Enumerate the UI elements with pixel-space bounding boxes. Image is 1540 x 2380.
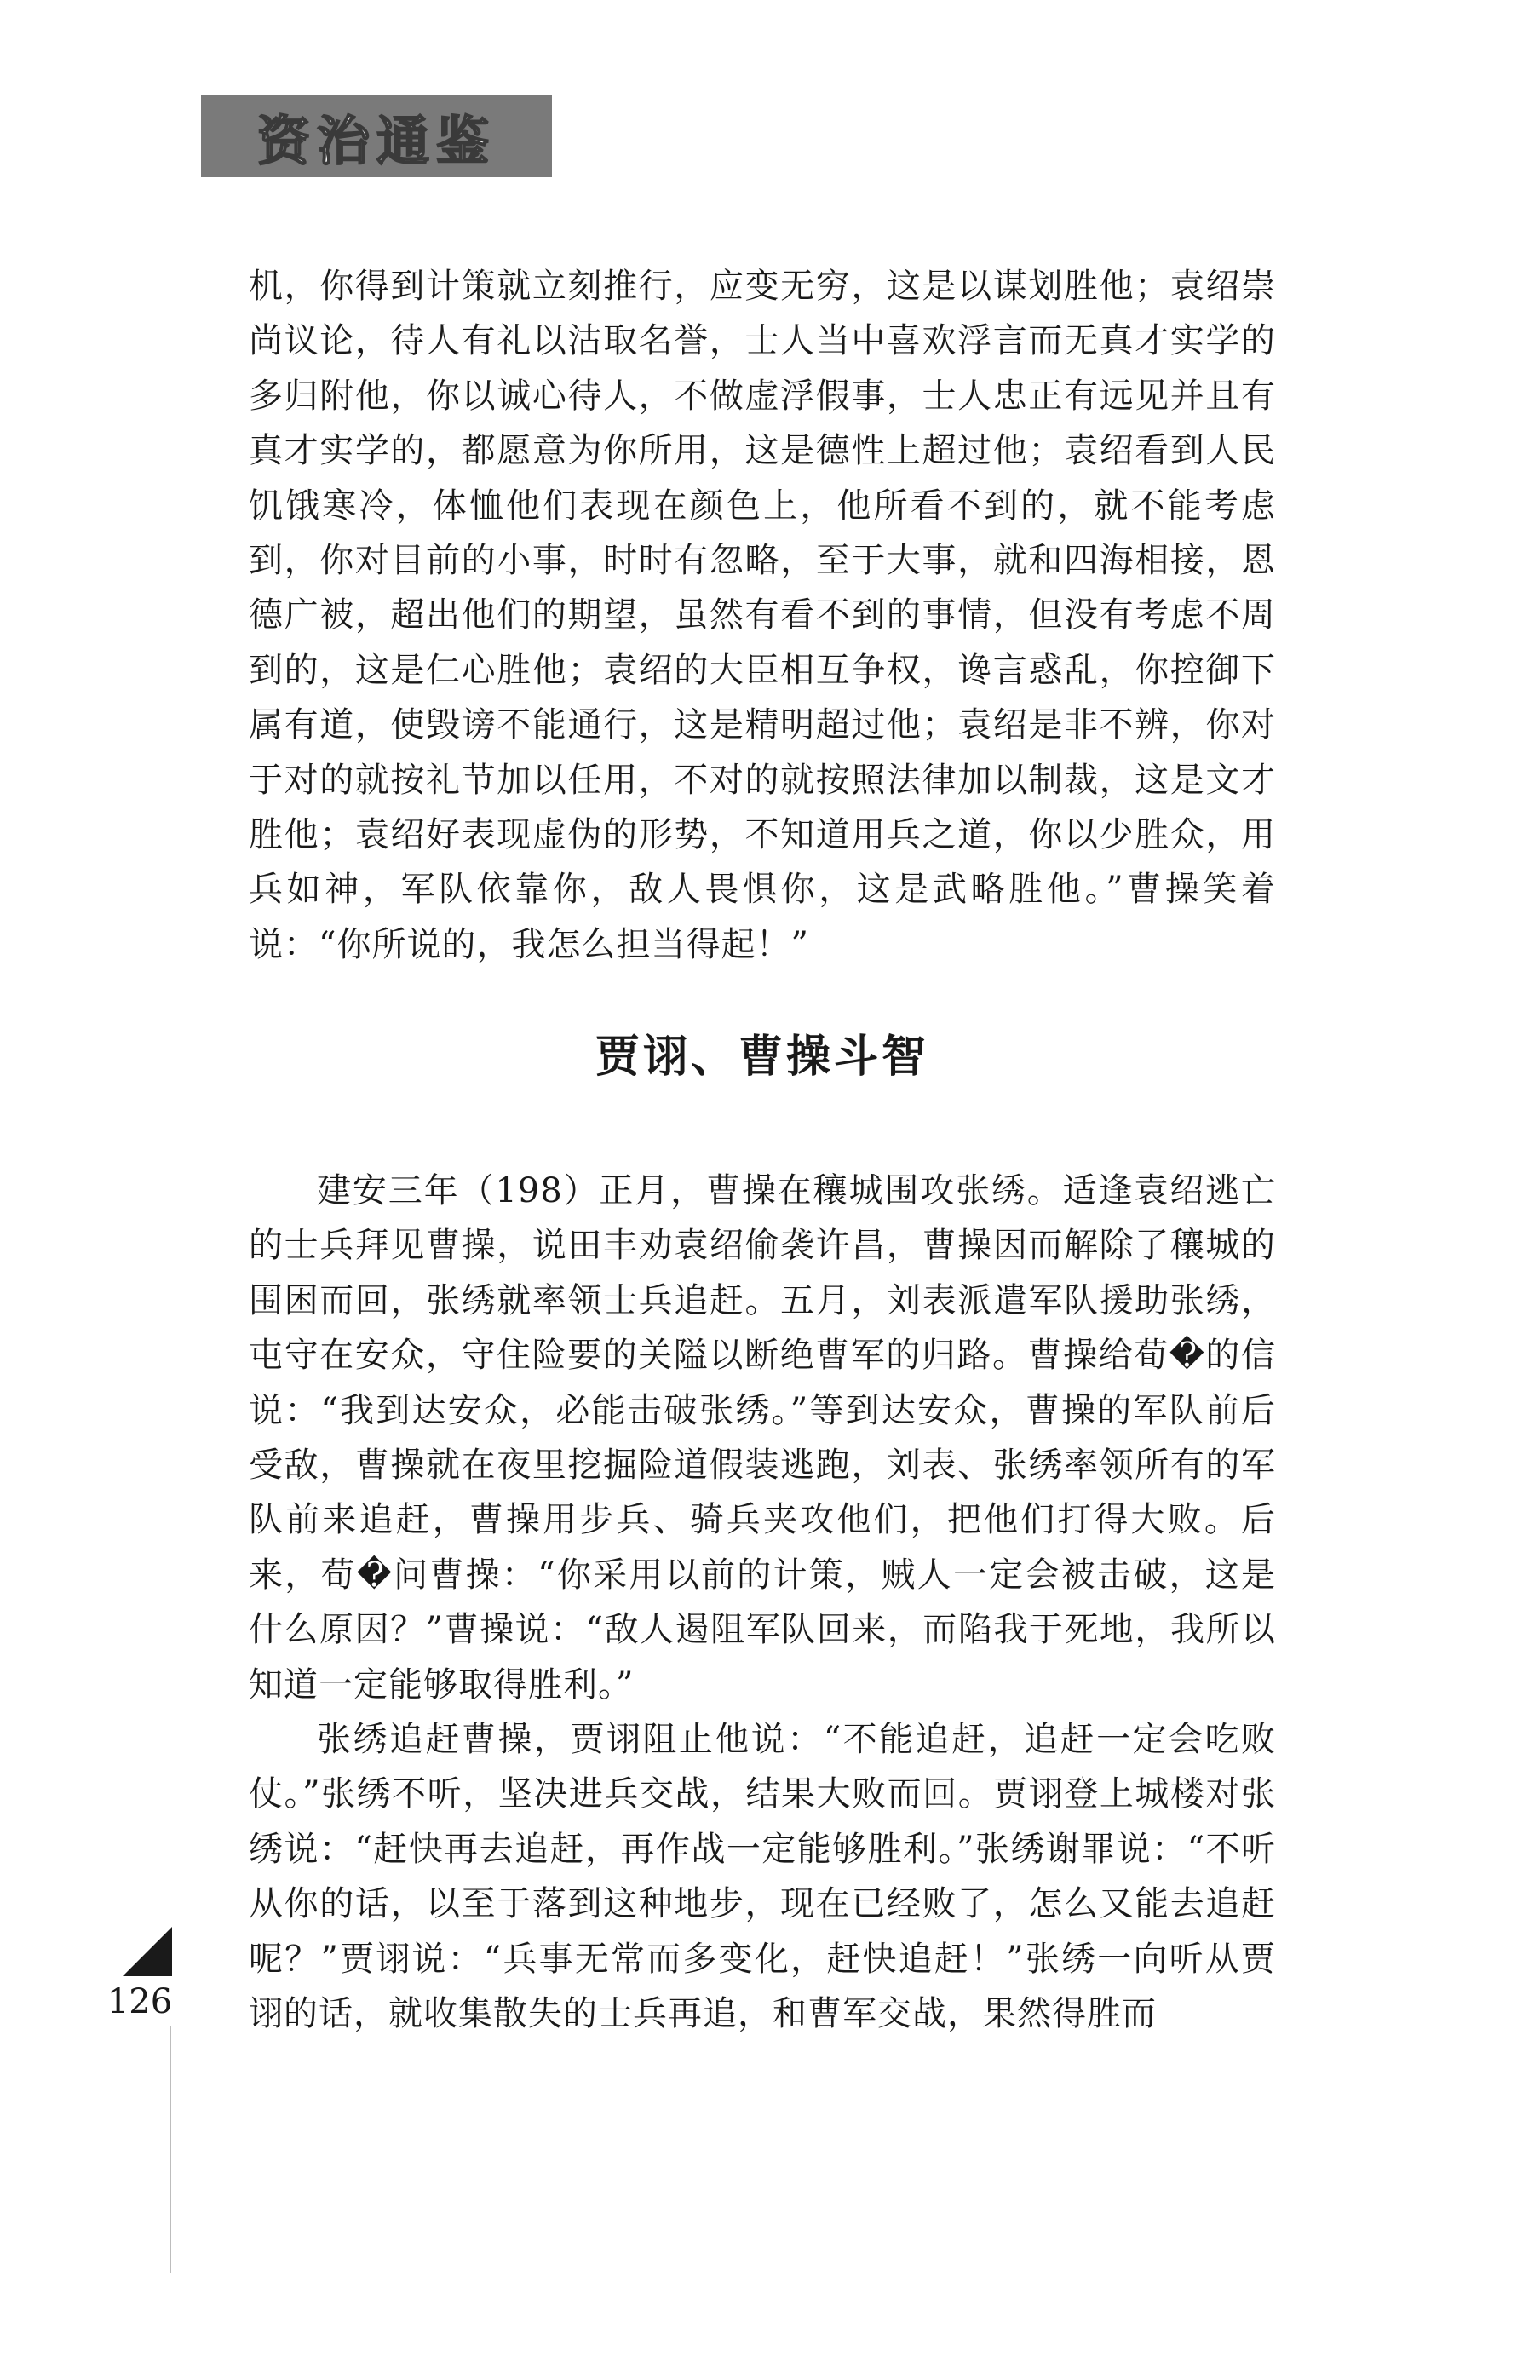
continued-paragraph: 机，你得到计策就立刻推行，应变无穷，这是以谋划胜他；袁绍崇尚议论，待人有礼以沽取名誉，士人当中喜欢浮言而无真才实学的多归附他，你以诚心待人，不做虚浮假事，士人忠正有远见并且有真才实学的，都愿意为你所用，这是德性上超过他；袁绍看到人民饥饿寒冷，体恤他们表现在颜色上，他所看不到的，就不能考虑到，你对目前的小事，时时有忽略，至于大事，就和四海相接，恩德广被，超出他们的期望，虽然有看不到的事情，但没有考虑不周到的，这是仁心胜他；袁绍的大臣相互争权，谗言惑乱，你控御下属有道，使毁谤不能通行，这是精明超过他；袁绍是非不辨，你对于对的就按礼节加以任用，不对的就按照法律加以制裁，这是文才胜他；袁绍好表现虚伪的形势，不知道用兵之道，你以少胜众，用兵如神，军队依靠你，敌人畏惧你，这是武略胜他。”曹操笑着说：“你所说的，我怎么担当得起！” <box>249 267 1276 964</box>
margin-rule <box>170 2026 171 2273</box>
book-title: 资治通鉴 <box>256 109 496 172</box>
header-banner <box>201 95 552 177</box>
section-body <box>249 1164 1276 2042</box>
section-paragraph-2: 张绣追赶曹操，贾诩阻止他说：“不能追赶，追赶一定会吃败仗。”张绣不听，坚决进兵交战，结果大败而回。贾诩登上城楼对张绣说：“赶快再去追赶，再作战一定能够胜利。”张绣谢罪说：“不听从你的话，以至于落到这种地步，现在已经败了，怎么又能去追赶呢？”贾诩说：“兵事无常而多变化，赶快追赶！”张绣一向听从贾诩的话，就收集散失的士兵再追，和曹军交战，果然得胜而 <box>249 1720 1276 2034</box>
continued-text-block <box>249 259 1276 972</box>
section-paragraph-1: 建安三年（198）正月，曹操在穰城围攻张绣。适逢袁绍逃亡的士兵拜见曹操，说田丰劝袁绍偷袭许昌，曹操因而解除了穰城的围困而回，张绣就率领士兵追赶。五月，刘表派遣军队援助张绣，屯守在安众，守住险要的关隘以断绝曹军的归路。曹操给荀�的信说：“我到达安众，必能击破张绣。”等到达安众，曹操的军队前后受敌，曹操就在夜里挖掘险道假装逃跑，刘表、张绣率领所有的军队前来追赶，曹操用步兵、骑兵夹攻他们，把他们打得大败。后来，荀�问曹操：“你采用以前的计策，贼人一定会被击破，这是什么原因？”曹操说：“敌人遏阻军队回来，而陷我于死地，我所以知道一定能够取得胜利。” <box>249 1171 1276 1705</box>
section-title: 贾诩、曹操斗智 <box>595 1032 929 1083</box>
page-number: 126 <box>106 1982 173 2021</box>
page-corner-triangle <box>123 1927 172 1976</box>
